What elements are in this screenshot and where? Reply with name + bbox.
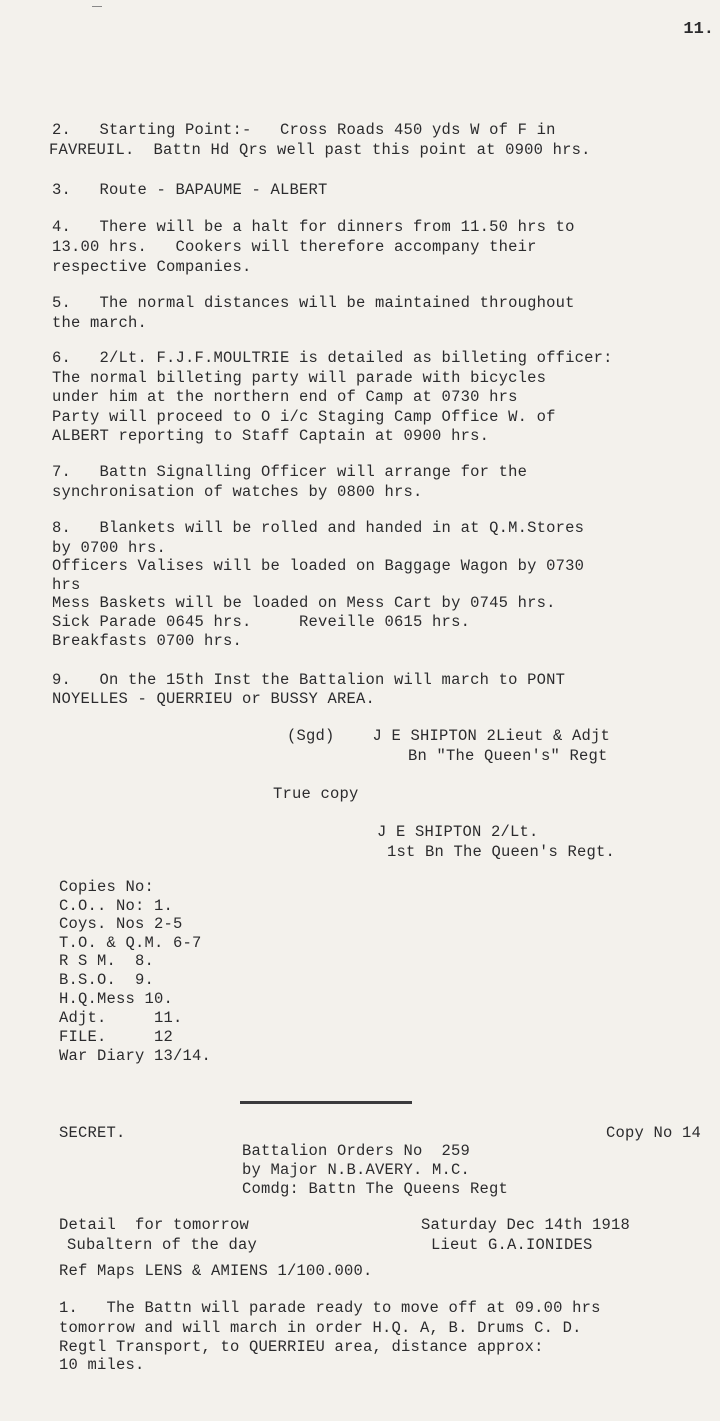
para-5-line-1: 5. The normal distances will be maintained throughout xyxy=(52,294,575,312)
subaltern-name: Lieut G.A.IONIDES xyxy=(431,1236,593,1254)
order-1-line-2: tomorrow and will march in order H.Q. A, B. Drums C. D. xyxy=(59,1319,582,1337)
copies-item: FILE. 12 xyxy=(59,1028,174,1046)
order-1-line-1: 1. The Battn will parade ready to move off at 09.00 hrs xyxy=(59,1299,601,1317)
para-4-line-2: 13.00 hrs. Cookers will therefore accompany their xyxy=(52,238,537,256)
para-2-line-1: 2. Starting Point:- Cross Roads 450 yds W of F in xyxy=(52,121,556,139)
para-7-line-1: 7. Battn Signalling Officer will arrange for the xyxy=(52,463,528,481)
para-9-line-1: 9. On the 15th Inst the Battalion will march to PONT xyxy=(52,671,566,689)
para-6-line-2: The normal billeting party will parade with bicycles xyxy=(52,369,547,387)
margin-mark xyxy=(92,6,102,7)
para-4-line-3: respective Companies. xyxy=(52,258,252,276)
copies-item: B.S.O. 9. xyxy=(59,971,155,989)
page-number: 11. xyxy=(683,20,714,39)
para-8-line-5: Mess Baskets will be loaded on Mess Cart by 0745 hrs. xyxy=(52,594,556,612)
orders-command: Comdg: Battn The Queens Regt xyxy=(242,1180,509,1198)
copy-number: Copy No 14 xyxy=(606,1124,702,1142)
signature-2-line-1: J E SHIPTON 2/Lt. xyxy=(377,823,539,841)
order-1-line-3: Regtl Transport, to QUERRIEU area, distance approx: xyxy=(59,1338,544,1356)
para-8-line-2: by 0700 hrs. xyxy=(52,539,167,557)
copies-item: R S M. 8. xyxy=(59,952,155,970)
orders-title: Battalion Orders No 259 xyxy=(242,1142,471,1160)
para-3: 3. Route - BAPAUME - ALBERT xyxy=(52,181,328,199)
secret-label: SECRET. xyxy=(59,1124,126,1142)
para-8-line-4: hrs xyxy=(52,576,81,594)
subaltern-label: Subaltern of the day xyxy=(67,1236,258,1254)
signature-1-line-1: (Sgd) J E SHIPTON 2Lieut & Adjt xyxy=(287,727,611,745)
true-copy: True copy xyxy=(273,785,359,803)
copies-heading: Copies No: xyxy=(59,878,155,896)
copies-item: Adjt. 11. xyxy=(59,1009,183,1027)
para-8-line-7: Breakfasts 0700 hrs. xyxy=(52,632,243,650)
para-5-line-2: the march. xyxy=(52,314,148,332)
detail-label: Detail for tomorrow xyxy=(59,1216,250,1234)
copies-item: War Diary 13/14. xyxy=(59,1047,212,1065)
para-6-line-4: Party will proceed to O i/c Staging Camp Office W. of xyxy=(52,408,556,426)
signature-1-line-2: Bn "The Queen's" Regt xyxy=(408,747,608,765)
copies-item: Coys. Nos 2-5 xyxy=(59,915,183,933)
para-6-line-1: 6. 2/Lt. F.J.F.MOULTRIE is detailed as billeting officer: xyxy=(52,349,613,367)
para-2-line-2: FAVREUIL. Battn Hd Qrs well past this point at 0900 hrs. xyxy=(49,141,591,159)
para-6-line-3: under him at the northern end of Camp at 0730 hrs xyxy=(52,388,518,406)
copies-item: T.O. & Q.M. 6-7 xyxy=(59,934,202,952)
para-7-line-2: synchronisation of watches by 0800 hrs. xyxy=(52,483,423,501)
orders-by: by Major N.B.AVERY. M.C. xyxy=(242,1161,471,1179)
para-8-line-1: 8. Blankets will be rolled and handed in at Q.M.Stores xyxy=(52,519,585,537)
para-6-line-5: ALBERT reporting to Staff Captain at 0900 hrs. xyxy=(52,427,490,445)
para-9-line-2: NOYELLES - QUERRIEU or BUSSY AREA. xyxy=(52,690,376,708)
ref-maps: Ref Maps LENS & AMIENS 1/100.000. xyxy=(59,1262,373,1280)
copies-item: C.O.. No: 1. xyxy=(59,897,174,915)
para-8-line-3: Officers Valises will be loaded on Baggage Wagon by 0730 xyxy=(52,557,585,575)
para-4-line-1: 4. There will be a halt for dinners from 11.50 hrs to xyxy=(52,218,575,236)
order-1-line-4: 10 miles. xyxy=(59,1356,145,1374)
para-8-line-6: Sick Parade 0645 hrs. Reveille 0615 hrs. xyxy=(52,613,471,631)
section-divider xyxy=(240,1101,412,1104)
signature-2-line-2: 1st Bn The Queen's Regt. xyxy=(387,843,616,861)
detail-date: Saturday Dec 14th 1918 xyxy=(421,1216,631,1234)
copies-item: H.Q.Mess 10. xyxy=(59,990,174,1008)
